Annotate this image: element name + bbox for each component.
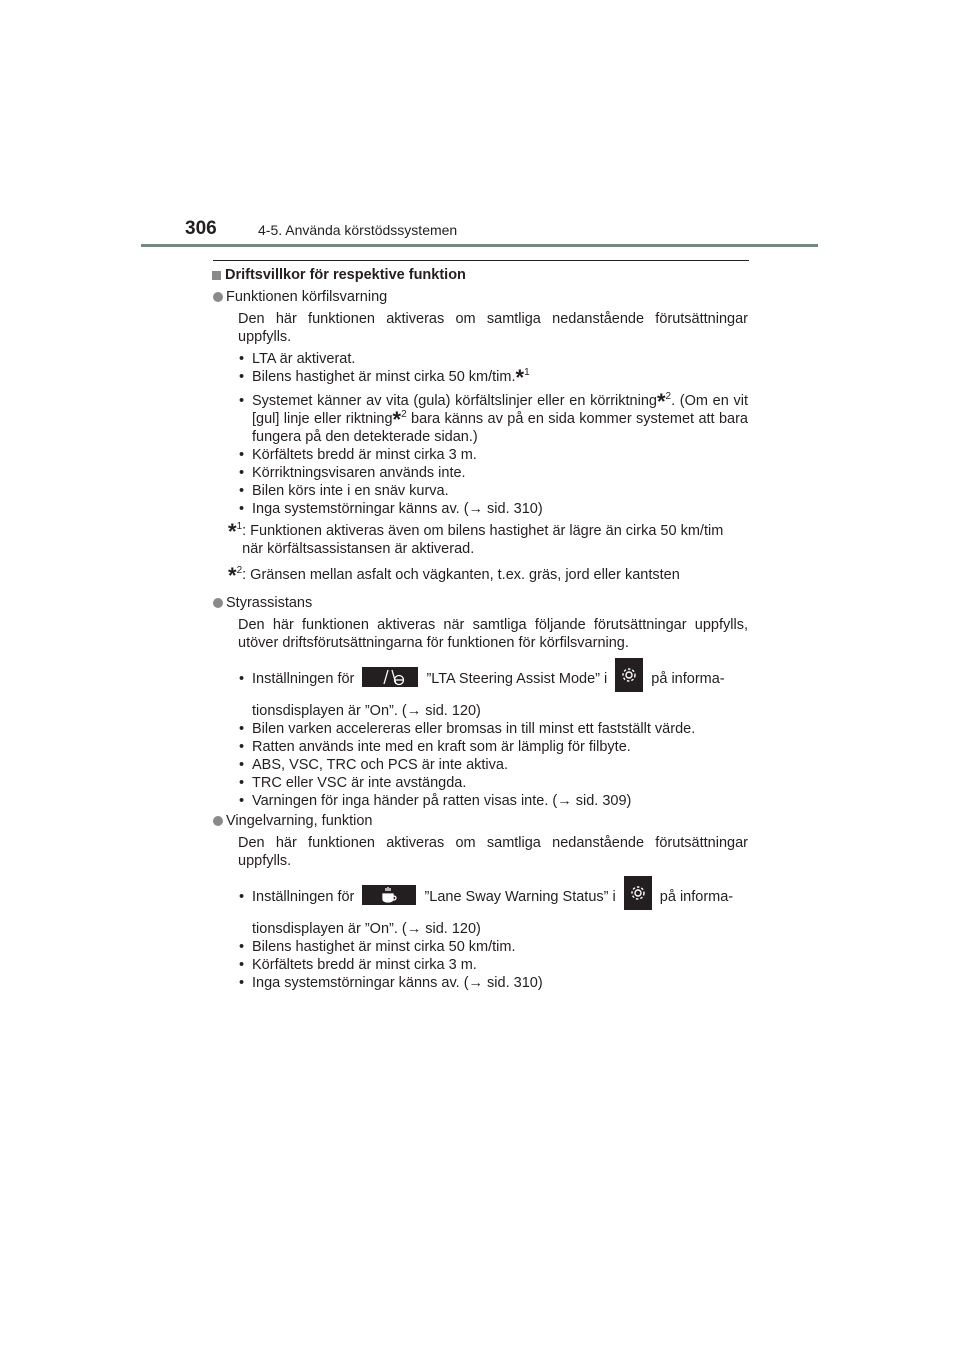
subsection-sway-warning	[212, 812, 748, 830]
list-item-continuation: tionsdisplayen är ”On”. (→ sid. 120)	[252, 703, 481, 719]
list-item: • Varningen för inga händer på ratten visas inte. (→ sid. 309)	[238, 792, 748, 810]
section-heading-text: Driftsvillkor för respektive funktion	[225, 267, 466, 283]
subsection-title: Funktionen körfilsvarning	[226, 289, 388, 305]
list-item: • Körfältets bredd är minst cirka 3 m.	[238, 446, 748, 464]
condition-list	[238, 662, 748, 810]
subsection-intro: Den här funktionen aktiveras om samtliga nedanstående förutsättningar uppfylls.	[238, 835, 748, 869]
list-item: • Bilens hastighet är minst cirka 50 km/tim.*$^1$	[238, 368, 748, 386]
list-item: • Inga systemstörningar känns av. (→ sid. 310)	[238, 500, 748, 518]
list-item: • Inställningen för ”Lane Sway Warning Status” i på informa-	[238, 880, 748, 914]
list-item: • Bilen körs inte i en snäv kurva.	[238, 482, 748, 500]
list-item: • Ratten används inte med en kraft som är lämplig för filbyte.	[238, 738, 748, 756]
footnote-2: *$^2$ : Gränsen mellan asfalt och vägkanten, t.ex. gräs, jord eller kantsten	[228, 563, 680, 588]
list-item: • Inga systemstörningar känns av. (→ sid. 310)	[238, 974, 748, 992]
lta-steering-icon	[362, 667, 418, 687]
subsection-title: Styrassistans	[226, 595, 313, 611]
page-header	[141, 214, 818, 248]
subsection-lane-departure	[212, 288, 748, 306]
header-rule	[141, 244, 818, 247]
page-number: 306	[185, 218, 217, 239]
list-item: • Systemet känner av vita (gula) körfältslinjer eller en körriktning*$^2$. (Om en vit [gul] linje eller riktning*$^2$ bara känns av på en sida kommer systemet att bara fungera på den detekterade sidan.)	[238, 392, 748, 446]
list-item: • ABS, VSC, TRC och PCS är inte aktiva.	[238, 756, 748, 774]
circle-bullet-icon	[213, 816, 223, 826]
subsection-title: Vingelvarning, funktion	[226, 813, 373, 829]
list-item: • Bilen varken accelereras eller bromsas in till minst ett fastställt värde.	[238, 720, 748, 738]
list-item: • LTA är aktiverat.	[238, 350, 748, 368]
circle-bullet-icon	[213, 598, 223, 608]
list-item: • Körriktningsvisaren används inte.	[238, 464, 748, 482]
circle-bullet-icon	[213, 292, 223, 302]
subsection-steering-assist	[212, 594, 748, 612]
list-item: • TRC eller VSC är inte avstängda.	[238, 774, 748, 792]
settings-gear-icon	[615, 658, 643, 692]
coffee-cup-icon	[362, 885, 416, 905]
footnote-1: *$^1$ : Funktionen aktiveras även om bilens hastighet är lägre än cirka 50 km/tim när körfältsassistansen är aktiverad.	[228, 519, 724, 557]
section-heading	[212, 266, 748, 284]
page-content	[212, 264, 748, 992]
square-bullet-icon	[212, 271, 221, 280]
condition-list	[238, 350, 748, 518]
subsection-intro: Den här funktionen aktiveras om samtliga nedanstående förutsättningar uppfylls.	[238, 311, 748, 345]
section-divider	[213, 260, 749, 261]
list-item: • Inställningen för ”LTA Steering Assist Mode” i på informa-	[238, 662, 748, 696]
chapter-title: 4-5. Använda körstödssystemen	[258, 222, 458, 238]
condition-list	[238, 880, 748, 992]
list-item-continuation: tionsdisplayen är ”On”. (→ sid. 120)	[252, 921, 481, 937]
subsection-intro: Den här funktionen aktiveras när samtliga följande förutsättningar uppfylls, utöver driftsförutsättningarna för funktionen för körfilsvarning.	[238, 617, 748, 651]
list-item: • Körfältets bredd är minst cirka 3 m.	[238, 956, 748, 974]
settings-gear-icon	[624, 876, 652, 910]
list-item: • Bilens hastighet är minst cirka 50 km/tim.	[238, 938, 748, 956]
